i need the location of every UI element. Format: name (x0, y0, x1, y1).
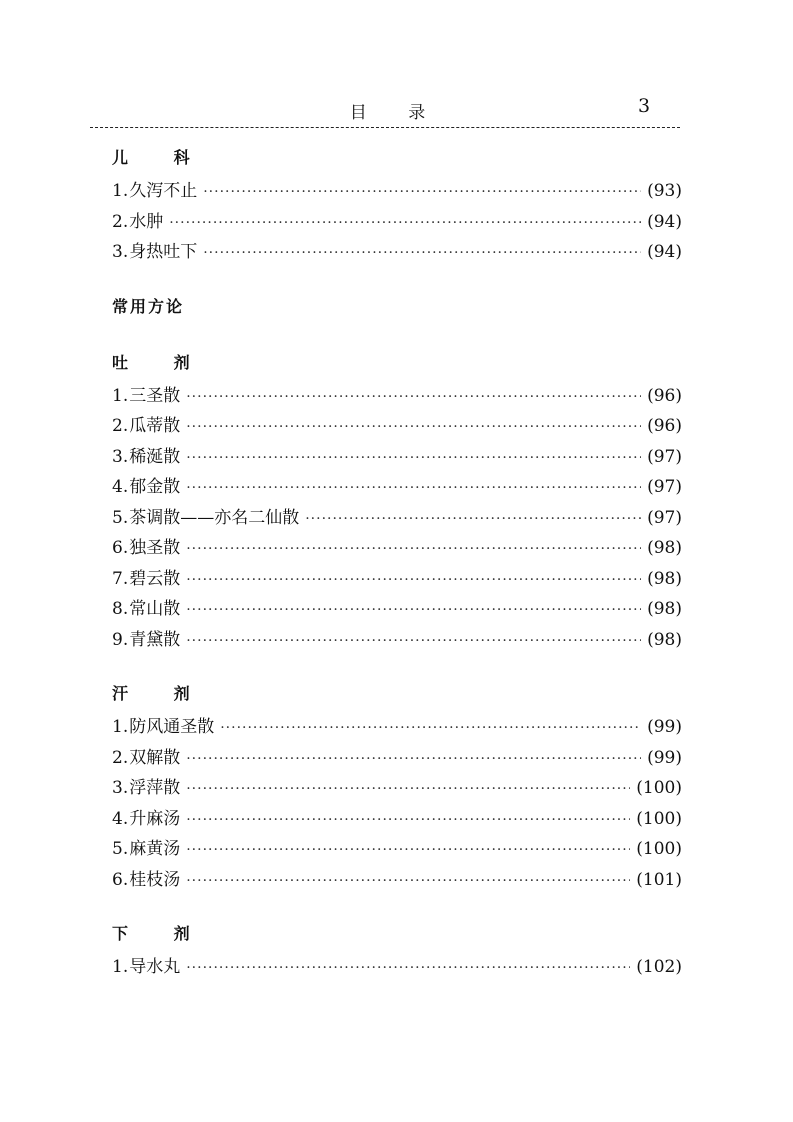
toc-entry[interactable] (112, 865, 682, 896)
dot-leader (169, 208, 641, 239)
toc-entry[interactable] (112, 804, 682, 835)
entry-page: (94) (647, 211, 682, 232)
dot-leader (186, 412, 641, 443)
entry-number: 3. (112, 778, 129, 798)
entry-title: 防风通圣散 (129, 717, 215, 737)
entry-number: 6. (112, 538, 129, 558)
entry-number: 2. (112, 747, 129, 768)
entry-page: (100) (636, 839, 682, 859)
entry-title: 桂枝汤 (129, 869, 181, 890)
dot-leader (203, 177, 641, 208)
entry-title: 青黛散 (129, 629, 181, 650)
dot-leader (186, 382, 641, 413)
entry-title: 郁金散 (129, 477, 181, 497)
entry-page: (100) (636, 808, 682, 829)
entry-number: 6. (112, 869, 129, 890)
entry-title: 碧云散 (129, 568, 181, 589)
entry-page: (99) (647, 747, 682, 768)
entry-number: 7. (112, 568, 129, 589)
entry-title: 浮萍散 (129, 778, 181, 798)
dot-leader (305, 504, 641, 535)
dot-leader (186, 595, 641, 626)
dot-leader (186, 473, 641, 504)
part-heading: 常用方论 (112, 296, 185, 316)
entry-page: (97) (647, 477, 682, 497)
entry-number: 9. (112, 629, 129, 650)
entry-title: 常山散 (129, 599, 181, 619)
dot-leader (186, 774, 630, 805)
toc-entry[interactable] (112, 564, 682, 595)
entry-title: 导水丸 (129, 957, 181, 977)
dot-leader (186, 866, 630, 897)
entry-number: 1. (112, 717, 129, 737)
entry-number: 2. (112, 211, 129, 232)
entry-title: 久泻不止 (129, 181, 198, 201)
toc-entry[interactable] (112, 834, 682, 865)
entry-page: (100) (636, 778, 682, 798)
dot-leader (220, 713, 641, 744)
header-title: 目 录 (349, 103, 444, 123)
entry-title: 身热吐下 (129, 242, 198, 262)
dot-leader (186, 953, 630, 984)
entry-page: (97) (647, 446, 682, 467)
dot-leader (186, 443, 641, 474)
dot-leader (186, 626, 641, 657)
page-number: 3 (638, 95, 651, 117)
toc-entry[interactable] (112, 176, 682, 207)
toc-section (112, 345, 682, 656)
entry-page: (93) (647, 181, 682, 201)
dot-leader (186, 565, 641, 596)
entry-number: 5. (112, 839, 129, 859)
toc-entry[interactable] (112, 625, 682, 656)
header-rule (90, 127, 680, 128)
section-heading: 汗 剂 (112, 684, 210, 703)
toc-entry[interactable] (112, 381, 682, 412)
dot-leader (186, 835, 630, 866)
entry-number: 4. (112, 808, 129, 829)
toc-entry[interactable] (112, 594, 682, 625)
entry-title: 三圣散 (129, 385, 181, 406)
entry-title: 水肿 (129, 211, 164, 232)
entry-page: (101) (636, 869, 682, 890)
toc-entry[interactable] (112, 773, 682, 804)
toc-entry[interactable] (112, 533, 682, 564)
entry-title: 独圣散 (129, 538, 181, 558)
toc-section (112, 676, 682, 895)
entry-number: 3. (112, 242, 129, 262)
entry-number: 4. (112, 477, 129, 497)
entry-number: 1. (112, 385, 129, 406)
entry-number: 1. (112, 957, 129, 977)
entry-page: (96) (647, 416, 682, 436)
section-heading: 儿 科 (112, 148, 210, 167)
entry-page: (94) (647, 242, 682, 262)
entry-number: 5. (112, 507, 129, 528)
section-heading: 吐 剂 (112, 352, 210, 372)
toc-entry[interactable] (112, 472, 682, 503)
toc-entry[interactable] (112, 237, 682, 268)
toc-entry[interactable] (112, 442, 682, 473)
toc-entry[interactable] (112, 411, 682, 442)
dot-leader (203, 238, 641, 269)
entry-title: 茶调散——亦名二仙散 (129, 507, 300, 528)
entry-title: 稀涎散 (129, 446, 181, 467)
toc-entry[interactable] (112, 743, 682, 774)
entry-page: (102) (636, 957, 682, 977)
entry-number: 2. (112, 416, 129, 436)
toc-section (112, 916, 682, 983)
table-of-contents (112, 140, 682, 1004)
entry-title: 瓜蒂散 (129, 416, 181, 436)
toc-entry[interactable] (112, 712, 682, 743)
toc-entry[interactable] (112, 952, 682, 983)
entry-page: (98) (647, 599, 682, 619)
entry-page: (97) (647, 507, 682, 528)
dot-leader (186, 534, 641, 565)
toc-entry[interactable] (112, 503, 682, 534)
entry-title: 双解散 (129, 747, 181, 768)
entry-number: 3. (112, 446, 129, 467)
entry-number: 8. (112, 599, 129, 619)
entry-page: (98) (647, 568, 682, 589)
toc-section (112, 140, 682, 268)
toc-entry[interactable] (112, 207, 682, 238)
entry-page: (98) (647, 629, 682, 650)
entry-page: (98) (647, 538, 682, 558)
entry-page: (99) (647, 717, 682, 737)
dot-leader (186, 805, 630, 836)
entry-page: (96) (647, 385, 682, 406)
entry-title: 麻黄汤 (129, 839, 181, 859)
entry-number: 1. (112, 181, 129, 201)
entry-title: 升麻汤 (129, 808, 181, 829)
dot-leader (186, 744, 641, 775)
section-heading: 下 剂 (112, 924, 210, 943)
